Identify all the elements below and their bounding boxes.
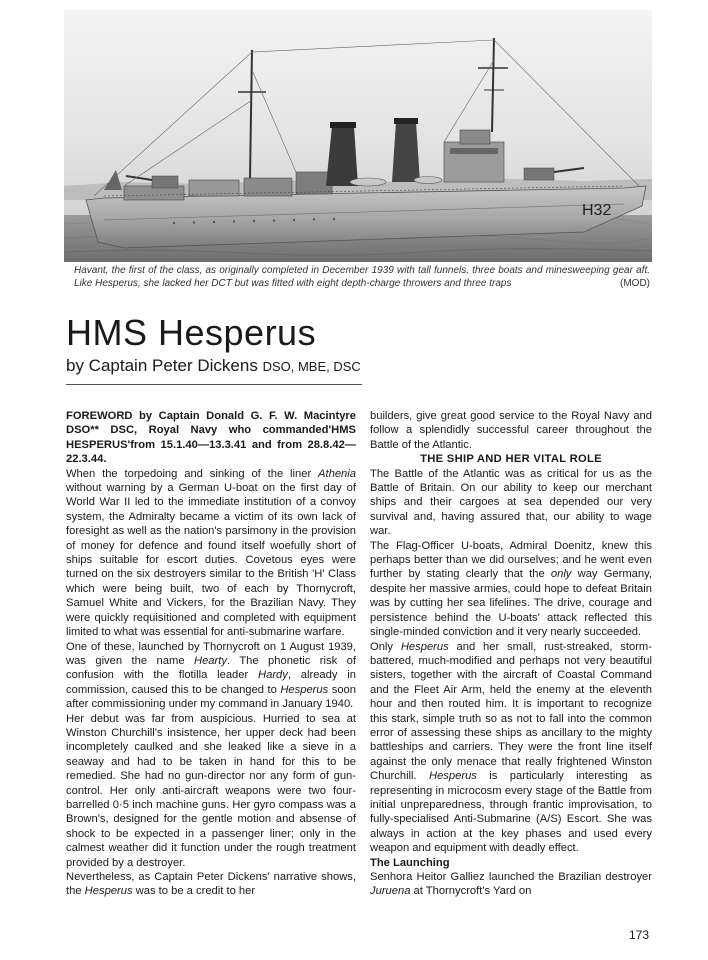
subsection-heading: The Launching bbox=[370, 856, 450, 869]
ship-photograph bbox=[64, 10, 652, 262]
right-paragraph-2: The Flag-Officer U-boats, Admiral Doenitz, knew this perhaps better than we did ourselves; and he went even further by stating clearly that the only way Germany, despite her massive armies, could hope to defeat Britain was by cutting her sea lifelines. The drive, courage and persistence behind the U-boats' attack reflected this single-minded conviction and it very nearly succeeded. bbox=[370, 539, 652, 639]
article-byline bbox=[66, 356, 361, 377]
byline-name: by Captain Peter Dickens bbox=[66, 356, 258, 375]
byline-honours: DSO, MBE, DSC bbox=[262, 359, 361, 374]
right-paragraph-4: Senhora Heitor Galliez launched the Brazilian destroyer Juruena at Thornycroft's Yard on bbox=[370, 871, 652, 898]
hull-pennant-number: H32 bbox=[582, 202, 612, 219]
page-number: 173 bbox=[629, 928, 650, 942]
caption-credit: (MOD) bbox=[620, 278, 650, 289]
article-title: HMS Hesperus bbox=[66, 312, 317, 353]
foreword-heading: FOREWORD by Captain Donald G. F. W. Macintyre DSO** DSC, Royal Navy who commanded'HMS HESPERUS'from 15.1.40—13.3.41 and from 28.8.42—22.3.44. bbox=[66, 410, 356, 466]
left-column bbox=[66, 409, 356, 899]
left-paragraph-4: Nevertheless, as Captain Peter Dickens' narrative shows, the Hesperus was to be a credit to her bbox=[66, 871, 356, 898]
caption-text: Havant, the first of the class, as originally completed in December 1939 with tall funnels, three boats and minesweeping gear aft. Like Hesperus, she lacked her DCT but was fitted with eight depth-charge throwers and three traps bbox=[74, 265, 650, 289]
left-paragraph-3: Her debut was far from auspicious. Hurried to sea at Winston Churchill's insistence, her upper deck had been incompletely caulked and she leaked like a sieve in a seaway and had to be taken in hand for this to be remedied. She had no gun-director nor any form of gun-control. Her only anti-aircraft weapons were two four-barrelled 0·5 inch machine guns. Her gyro compass was a Brown's, designed for the gentle motion and absense of shock to be expected in a passenger liner; only in the calmest weather did it function under the rough treatment provided by a destroyer. bbox=[66, 712, 356, 869]
right-paragraph-1: The Battle of the Atlantic was as critical for us as the Battle of Britain. On our ability to keep our merchant ships and their cargoes at sea depended our very survival and, having assured that, our ability to wage war. bbox=[370, 467, 652, 538]
photo-caption bbox=[74, 264, 650, 290]
section-heading: THE SHIP AND HER VITAL ROLE bbox=[420, 453, 602, 466]
right-paragraph-0: builders, give great good service to the Royal Navy and follow a splendidly successful career throughout the Battle of the Atlantic. bbox=[370, 410, 652, 451]
right-paragraph-3: Only Hesperus and her small, rust-streaked, storm-battered, much-modified and perhaps not very beautiful sisters, together with the aircraft of Coastal Command and the Fleet Air Arm, held the enemy at the eleventh hour and then routed him. It is important to recognize this stark, simple truth so as not to fall into the common error of assessing these ships as ancillary to the mighty battleships and carriers. They were the front line itself against the only menace that really frightened Winston Churchill. Hesperus is particularly interesting as representing in microcosm every stage of the Battle from initial unpreparedness, through frantic improvisation, to fully-specialised Anti-Submarine (A/S) Escort. She was always in action at the key phases and used every weapon and equipment with deadly effect. bbox=[370, 640, 652, 855]
left-paragraph-2: One of these, launched by Thornycroft on 1 August 1939, was given the name Hearty. The phonetic risk of confusion with the flotilla leader Hardy, already in commission, caused this to be changed to Hesperus soon after commissioning under my command in January 1940. bbox=[66, 640, 356, 711]
right-column bbox=[370, 409, 652, 899]
destroyer-photo-illustration bbox=[64, 10, 652, 262]
left-paragraph-1: When the torpedoing and sinking of the liner Athenia without warning by a German U-boat on the first day of World War II led to the immediate institution of a convoy system, the Admiralty became a victim of its own lack of foresight as well as the nation's parsimony in the provision of money for defence and found itself woefully short of ships suitable for escort duties. Covetous eyes were turned on the six destroyers similar to the British 'H' Class which were being built, two of each by Thornycroft, Samuel White and Vickers, for the Brazilian Navy. They were quickly requisitioned and completed with equipment limited to what was essential for anti-submarine warfare. bbox=[66, 467, 356, 639]
title-rule bbox=[66, 384, 362, 385]
